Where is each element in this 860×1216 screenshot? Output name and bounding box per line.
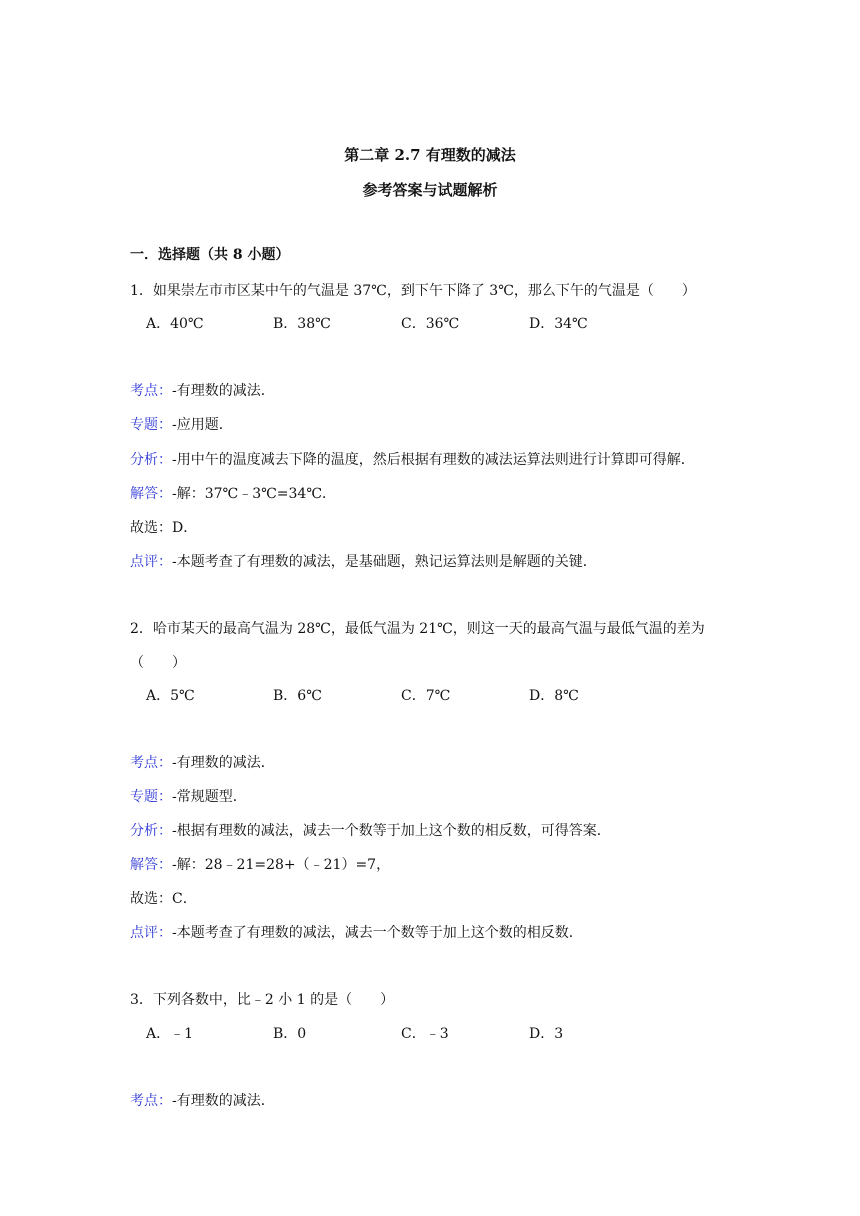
analysis-text: -解：37℃﹣3℃=34℃． — [172, 486, 336, 502]
analysis-row-kaodian — [130, 754, 275, 772]
analysis-text: -有理数的减法． — [172, 755, 275, 771]
analysis-row-jieda — [130, 485, 336, 503]
option-b: B．6℃ — [273, 688, 322, 704]
analysis-text: -根据有理数的减法，减去一个数等于加上这个数的相反数，可得答案． — [172, 823, 611, 839]
analysis-label: 分析： — [130, 823, 172, 839]
analysis-row-dianping — [130, 924, 583, 942]
analysis-row-zhuanti — [130, 416, 233, 434]
document-subtitle: 参考答案与试题解析 — [362, 181, 498, 199]
option-c: C．﹣3 — [401, 1026, 449, 1042]
question-stem-continued: （ ） — [130, 655, 186, 671]
answer-choice: 故选：C． — [130, 891, 197, 907]
analysis-label: 解答： — [130, 486, 172, 502]
answer-choice: 故选：D． — [130, 520, 198, 536]
option-a: A．5℃ — [146, 688, 195, 704]
analysis-row-jieda — [130, 856, 390, 874]
analysis-row-fenxi — [130, 822, 611, 840]
analysis-row-kaodian — [130, 1092, 275, 1110]
option-d: D．8℃ — [529, 688, 579, 704]
question-stem: 3．下列各数中，比﹣2 小 1 的是（ ） — [130, 992, 395, 1008]
analysis-label: 考点： — [130, 383, 172, 399]
option-d: D．34℃ — [529, 316, 588, 332]
analysis-text: -本题考查了有理数的减法，是基础题，熟记运算法则是解题的关键． — [172, 554, 597, 570]
analysis-label: 点评： — [130, 925, 172, 941]
analysis-label: 分析： — [130, 452, 172, 468]
analysis-text: -有理数的减法． — [172, 383, 275, 399]
analysis-row-kaodian — [130, 382, 275, 400]
question-stem: 1．如果崇左市市区某中午的气温是 37℃，到下午下降了 3℃，那么下午的气温是（ ） — [130, 283, 696, 299]
analysis-label: 解答： — [130, 857, 172, 873]
option-c: C．36℃ — [401, 316, 460, 332]
analysis-row-dianping — [130, 553, 597, 571]
analysis-label: 考点： — [130, 1093, 172, 1109]
analysis-row-zhuanti — [130, 788, 247, 806]
analysis-row-fenxi — [130, 451, 695, 469]
analysis-label: 点评： — [130, 554, 172, 570]
option-b: B．38℃ — [273, 316, 331, 332]
analysis-label: 专题： — [130, 789, 172, 805]
question-stem: 2．哈市某天的最高气温为 28℃，最低气温为 21℃，则这一天的最高气温与最低气温的差为 — [130, 621, 705, 637]
analysis-label: 考点： — [130, 755, 172, 771]
analysis-text: -有理数的减法． — [172, 1093, 275, 1109]
analysis-label: 专题： — [130, 417, 172, 433]
section-heading: 一．选择题（共 8 小题） — [130, 247, 290, 263]
option-a: A．40℃ — [146, 316, 204, 332]
document-title: 第二章 2.7 有理数的减法 — [344, 146, 516, 164]
analysis-text: -应用题． — [172, 417, 233, 433]
option-b: B．0 — [273, 1026, 307, 1042]
option-d: D．3 — [529, 1026, 564, 1042]
option-c: C．7℃ — [401, 688, 451, 704]
analysis-text: -本题考查了有理数的减法，减去一个数等于加上这个数的相反数． — [172, 925, 583, 941]
option-a: A．﹣1 — [146, 1026, 194, 1042]
analysis-text: -常规题型． — [172, 789, 247, 805]
analysis-text: -用中午的温度减去下降的温度，然后根据有理数的减法运算法则进行计算即可得解． — [172, 452, 695, 468]
analysis-text: -解：28﹣21=28+（﹣21）=7， — [172, 857, 391, 873]
